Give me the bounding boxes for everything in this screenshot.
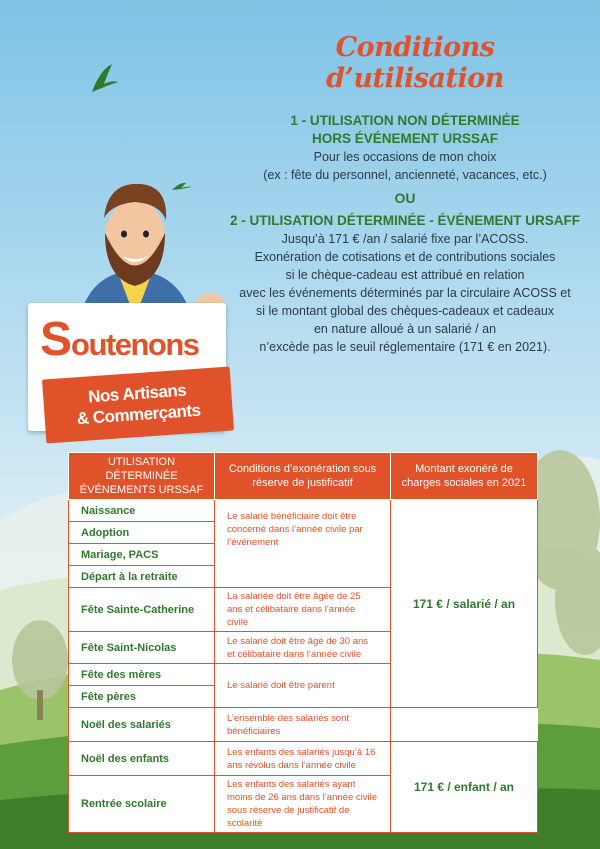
condition-cell: Le salarié bénéficiaire doit être concerné dans l’année civile par l’événement	[215, 500, 391, 588]
sign-tag-line1: Nos Artisans	[87, 380, 187, 407]
amount-cell: 171 € / enfant / an	[391, 742, 538, 833]
option2-title: 2 - UTILISATION DÉTERMINÉE - ÉVÉNEMENT URSAFF	[229, 213, 580, 228]
table-row	[69, 500, 538, 522]
option2-line: si le chèque-cadeau est attribué en relation	[285, 268, 525, 282]
option2-line: si le montant global des chèques-cadeaux et cadeaux	[255, 304, 555, 318]
event-cell: Fête Saint-Nicolas	[69, 632, 215, 664]
option2-line: avec les événements déterminés par la circulaire ACOSS et	[239, 286, 571, 300]
events-table	[68, 452, 538, 833]
event-cell: Rentrée scolaire	[69, 776, 215, 833]
event-cell: Fête pères	[69, 686, 215, 708]
option1-text-line1: Pour les occasions de mon choix	[313, 150, 497, 164]
sign-headline	[40, 312, 230, 367]
table-header-row	[69, 453, 538, 500]
event-cell: Départ à la retraite	[69, 566, 215, 588]
option2-line: Jusqu’à 171 € /an / salarié fixe par l’ACOSS.	[281, 232, 529, 246]
event-cell: Fête des mères	[69, 664, 215, 686]
bird-icon	[92, 64, 118, 92]
option2-line: Exonération de cotisations et de contributions sociales	[254, 250, 556, 264]
condition-cell: L’ensemble des salariés sont bénéficiaires	[215, 708, 391, 742]
condition-cell: Les enfants des salariés ayant moins de 26 ans dans l’année civile sous réserve de justificatif de scolarité	[215, 776, 391, 833]
sign-tag	[42, 367, 234, 444]
option2-line: en nature alloué à un salarié / an	[313, 322, 497, 336]
table-row	[69, 742, 538, 776]
conditions-block	[215, 112, 595, 356]
option1-title-line1: 1 - UTILISATION NON DÉTERMINÉE	[290, 113, 520, 128]
event-cell: Fête Sainte-Catherine	[69, 588, 215, 632]
condition-cell: Le salarié doit être âgé de 30 ans et célibataire dans l’année civile	[215, 632, 391, 664]
separator-ou: OU	[394, 190, 416, 206]
amount-cell: 171 € / salarié / an	[391, 500, 538, 708]
event-cell: Noël des enfants	[69, 742, 215, 776]
sign-word-rest: outenons	[71, 327, 199, 362]
option1-title-line2: HORS ÉVÉNEMENT URSSAF	[311, 131, 499, 146]
table-row	[69, 708, 538, 742]
header-conditions: Conditions d’exonération sous réserve de justificatif	[215, 453, 391, 500]
event-cell: Adoption	[69, 522, 215, 544]
condition-cell: Le salarié doit être parent	[215, 664, 391, 708]
option2-line: n’excède pas le seuil réglementaire (171 € en 2021).	[259, 340, 551, 354]
page-title: Conditions d’utilisation	[326, 32, 504, 94]
event-cell: Naissance	[69, 500, 215, 522]
man-illustration	[60, 178, 230, 318]
condition-cell: La salariée doit être âgée de 25 ans et célibataire dans l’année civile	[215, 588, 391, 632]
option1-text-line2: (ex : fête du personnel, ancienneté, vacances, etc.)	[263, 168, 547, 182]
event-cell: Mariage, PACS	[69, 544, 215, 566]
sign-tag-line2: & Commerçants	[76, 400, 202, 429]
header-events: UTILISATION DÉTERMINÉE ÉVÉNEMENTS URSSAF	[69, 453, 215, 500]
header-amount: Montant exonéré de charges sociales en 2021	[391, 453, 538, 500]
event-cell: Noël des salariés	[69, 708, 215, 742]
sign-first-letter: S	[40, 313, 72, 366]
condition-cell: Les enfants des salariés jusqu’à 16 ans révolus dans l’année civile	[215, 742, 391, 776]
